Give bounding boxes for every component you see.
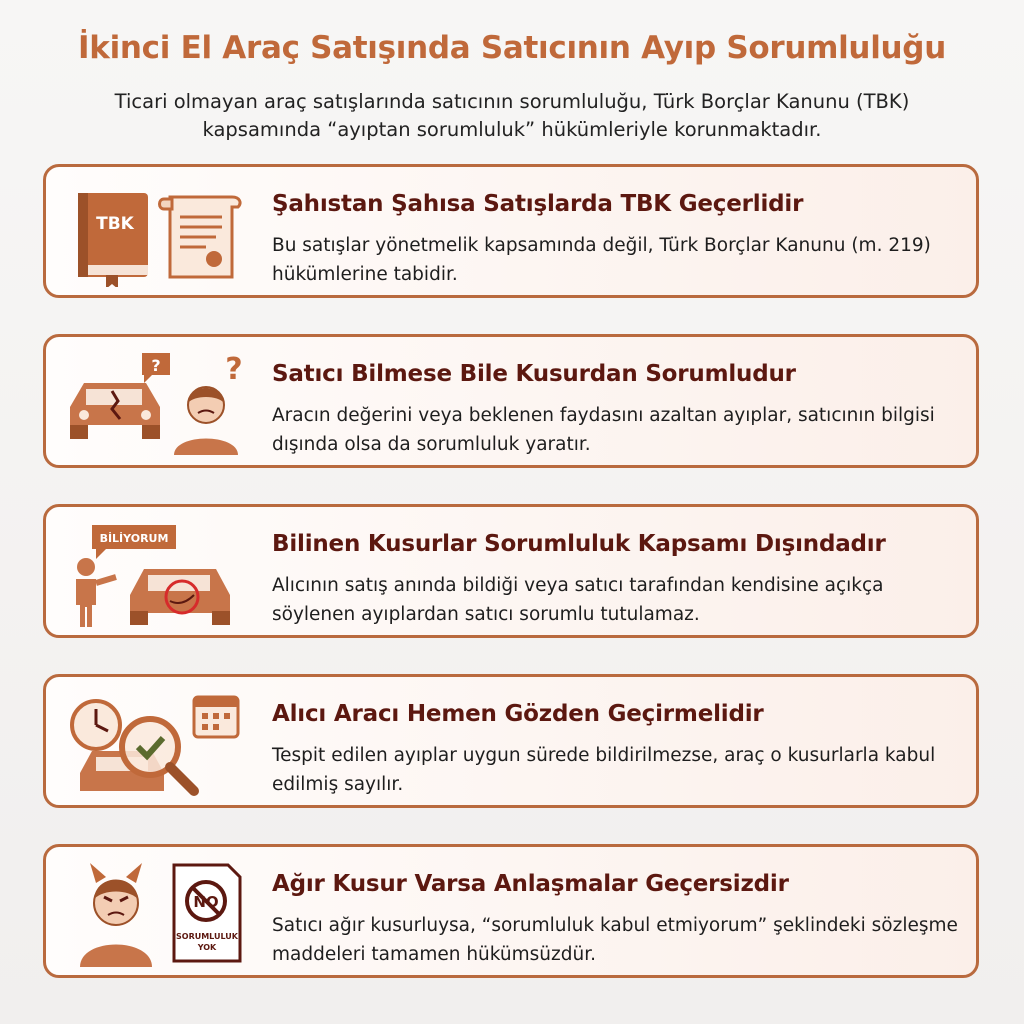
info-card-gross-negligence: [43, 844, 979, 978]
card-text: Aracın değerini veya beklenen faydasını azaltan ayıplar, satıcının bilgisi dışında olsa da sorumluluk yaratır.: [272, 405, 935, 455]
card-heading: Satıcı Bilmese Bile Kusurdan Sorumludur: [272, 361, 796, 387]
tbk-book-label: TBK: [96, 214, 134, 234]
no-symbol-label: NO: [193, 893, 219, 911]
info-card-known-defects: [43, 504, 979, 638]
card-heading: Şahıstan Şahısa Satışlarda TBK Geçerlidir: [272, 191, 804, 217]
damaged-car-confused-person-icon: [66, 347, 256, 457]
card-text: Satıcı ağır kusurluysa, “sorumluluk kabul etmiyorum” şeklindeki sözleşme maddeleri tamamen hükümsüzdür.: [272, 915, 958, 965]
info-card-tbk: [43, 164, 979, 298]
page-subtitle: Ticari olmayan araç satışlarında satıcının sorumluluğu, Türk Borçlar Kanunu (TBK) kapsamında “ayıptan sorumluluk” hükümleriyle korunmaktadır.: [114, 90, 910, 141]
card-heading: Alıcı Aracı Hemen Gözden Geçirmelidir: [272, 701, 764, 727]
page-title: İkinci El Araç Satışında Satıcının Ayıp Sorumluluğu: [78, 30, 946, 66]
no-liability-label-line2: YOK: [197, 943, 217, 952]
card-text: Tespit edilen ayıplar uygun sürede bildirilmezse, araç o kusurlarla kabul edilmiş sayılır.: [272, 745, 936, 795]
law-book-and-scroll-icon: [66, 177, 256, 287]
info-card-seller-liable: [43, 334, 979, 468]
card-text: Bu satışlar yönetmelik kapsamında değil, Türk Borçlar Kanunu (m. 219) hükümlerine tabidir.: [272, 235, 931, 285]
no-liability-label-line1: SORUMLULUK: [176, 932, 238, 941]
question-mark-bubble: ?: [151, 356, 161, 375]
card-heading: Ağır Kusur Varsa Anlaşmalar Geçersizdir: [272, 871, 789, 897]
devil-and-no-liability-document-icon: [66, 857, 256, 967]
card-text: Alıcının satış anında bildiği veya satıcı tarafından kendisine açıkça söylenen ayıplardan satıcı sorumlu tutulamaz.: [272, 575, 884, 625]
speech-bubble-label: BİLİYORUM: [99, 532, 169, 545]
info-card-inspect-vehicle: [43, 674, 979, 808]
clock-calendar-inspection-icon: [66, 687, 256, 797]
question-mark: ?: [225, 352, 243, 387]
card-heading: Bilinen Kusurlar Sorumluluk Kapsamı Dışındadır: [272, 531, 886, 557]
person-knows-car-defect-icon: [66, 517, 256, 627]
